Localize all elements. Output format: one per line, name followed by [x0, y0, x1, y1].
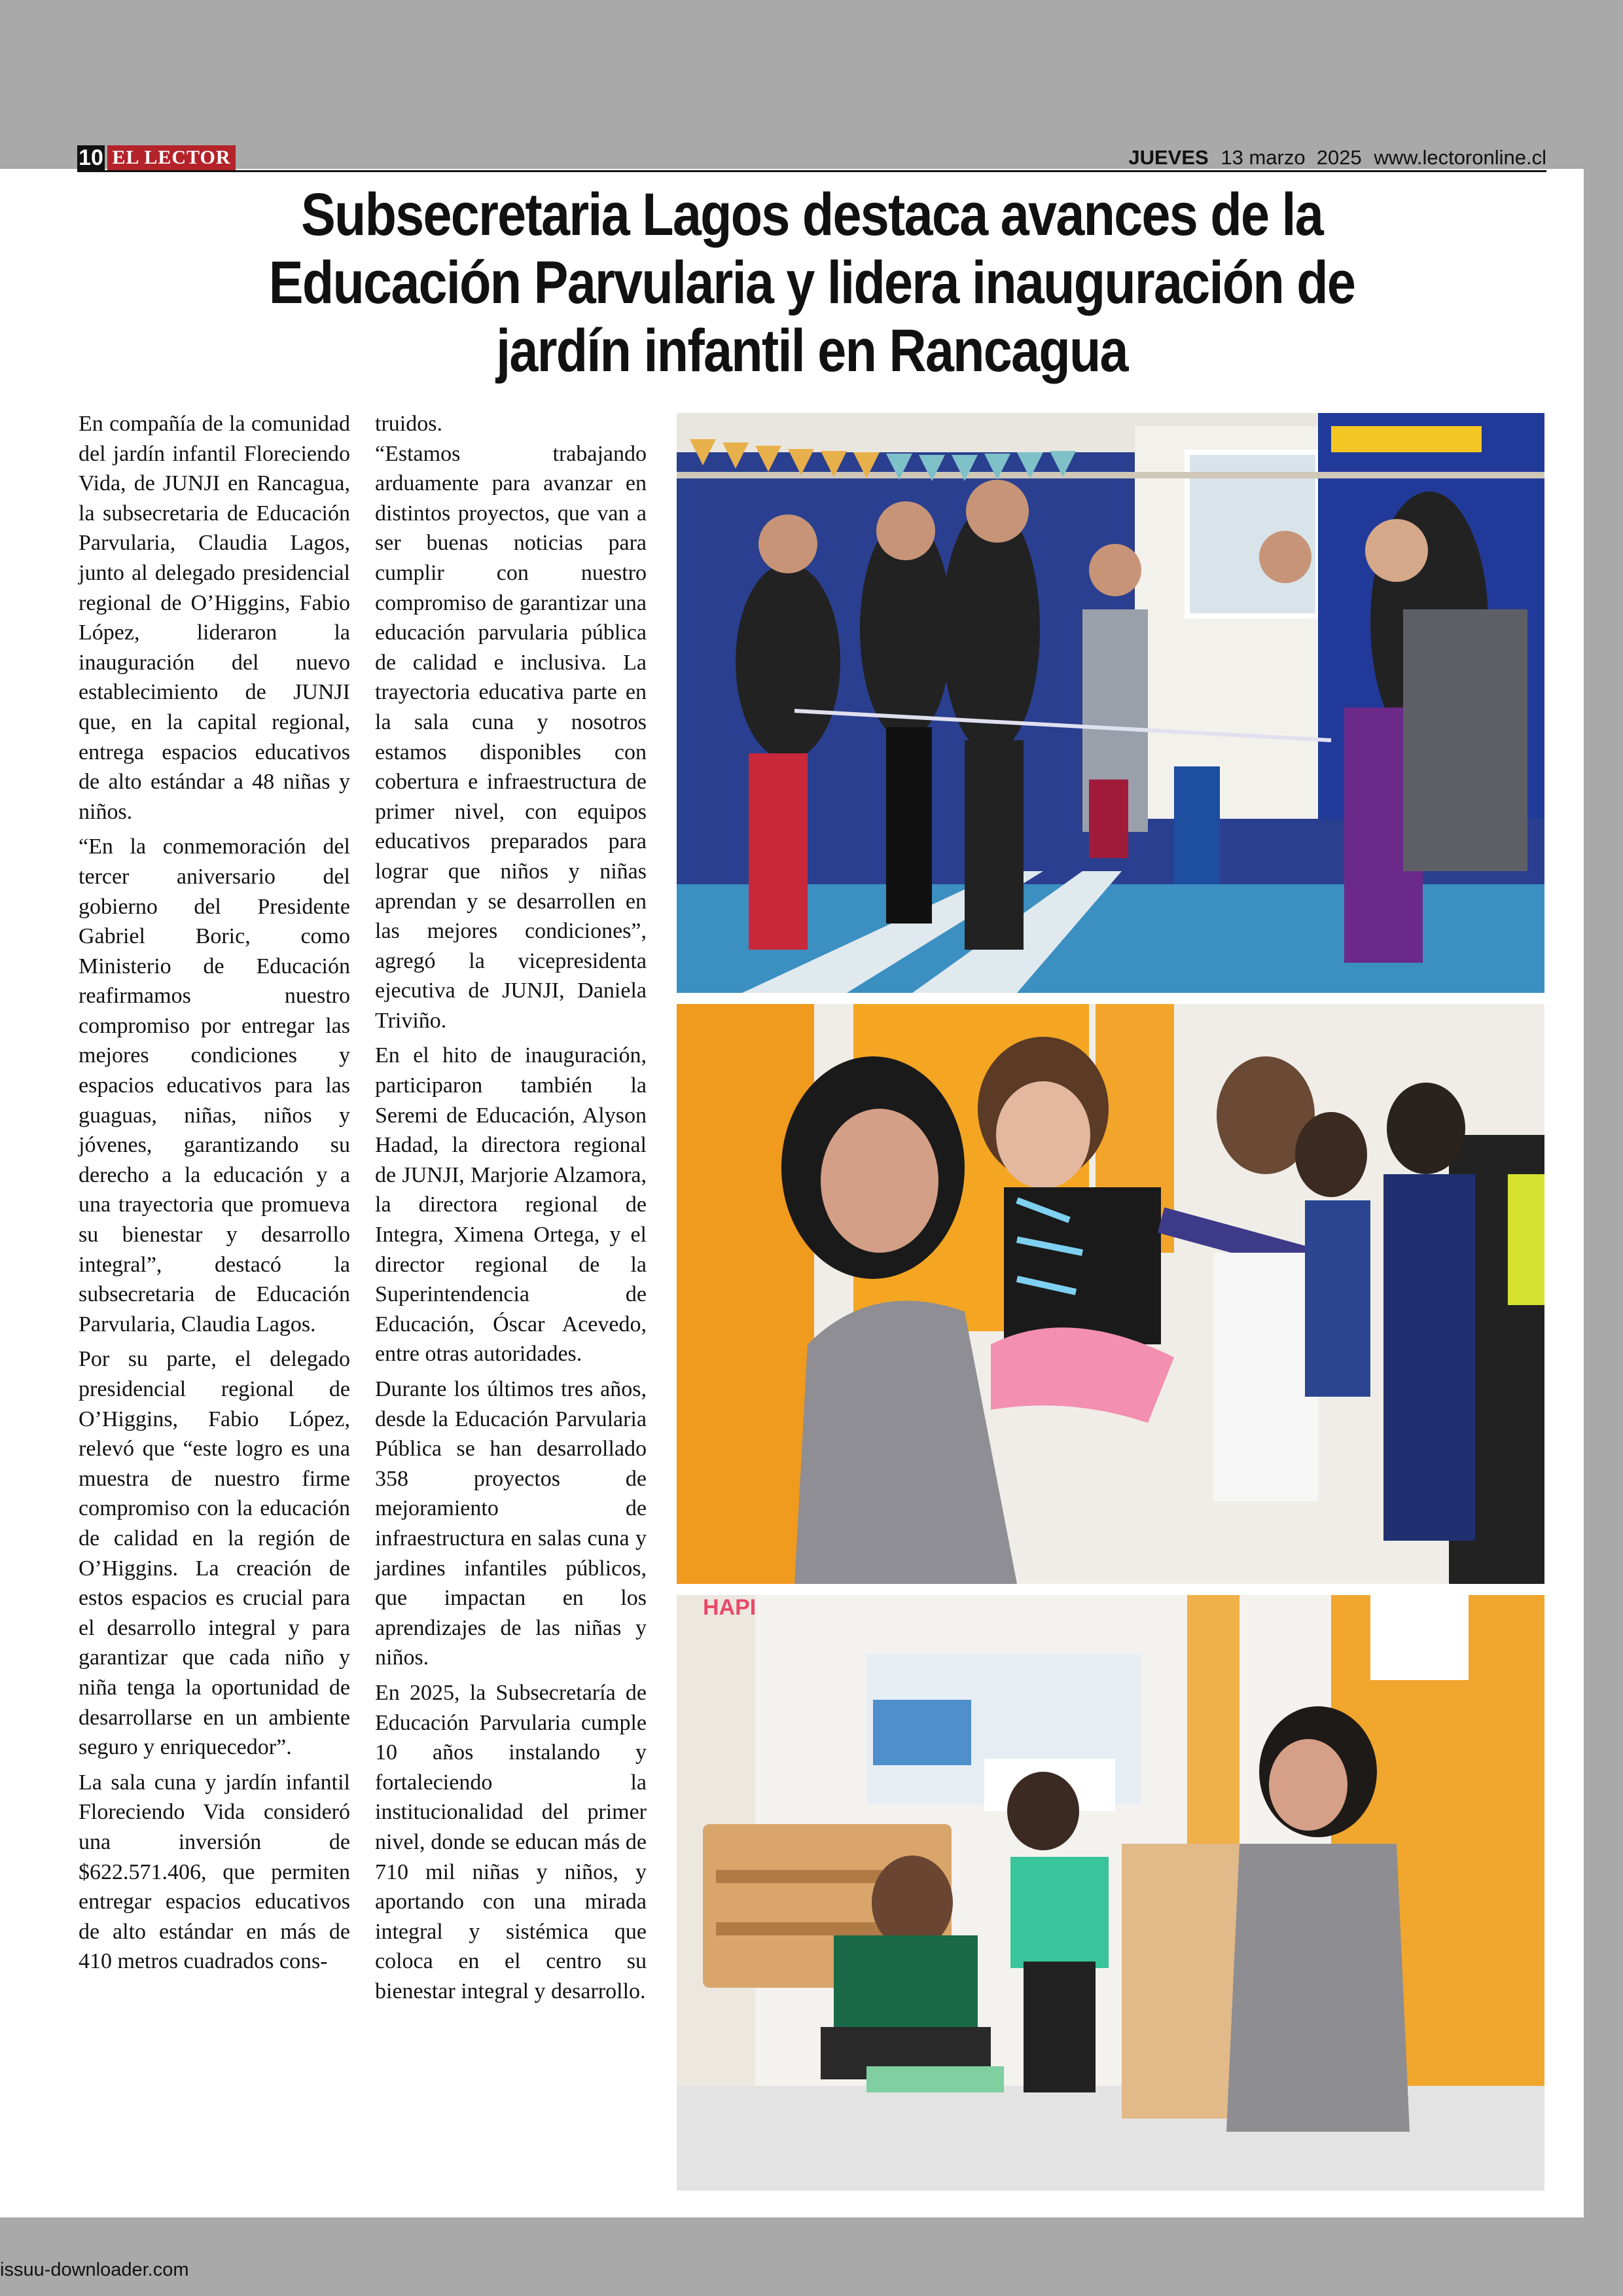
photo-woman-with-child: [677, 1004, 1544, 1584]
column2-paragraph-1: “Estamos trabajando arduamente para avanzar en distintos proyectos, que van a ser buenas noticias para cumplir con nuestro compromiso de garantizar una educación parvularia pública de calidad e inclusiva. La trayectoria educativa parte en la sala cuna y nosotros estamos disponibles con cobertura e infraestructura de primer nivel, con equipos educativos preparados para lograr que niños y niñas aprendan y se desarrollen en las mejores condiciones”, agregó la vicepresidenta ejecutiva de JUNJI, Daniela Triviño.: [375, 441, 647, 1033]
headline-line-1: Subsecretaria Lagos destaca avances de la: [300, 181, 1323, 248]
masthead-logo: EL LECTOR: [107, 145, 236, 170]
column1-paragraph-2: “En la conmemoración del tercer aniversario del gobierno del Presidente Gabriel Boric, como Ministerio de Educación reafirmamos nuestro compromiso por entregar las mejores condiciones y espacios educativos para las guaguas, niñas, niños y jóvenes, garantizando su derecho a la educación y a una trayectoria que promueva su bienestar y desarrollo integral”, destacó la subsecretaria de Educación Parvularia, Claudia Lagos.: [79, 834, 350, 1336]
article-column-2: [375, 409, 647, 2011]
column1-paragraph-4: La sala cuna y jardín infantil Floreciendo Vida consideró una inversión de $622.571.406, que permiten entregar espacios educativos de alto estándar en más de 410 metros cuadrados cons-: [79, 1770, 350, 1974]
column2-paragraph-2: En el hito de inauguración, participaron también la Seremi de Educación, Alyson Hadad, la directora regional de JUNJI, Marjorie Alzamora, la directora regional de Integra, Ximena Ortega, y el director regional de la Superintendencia de Educación, Óscar Acevedo, entre otras autoridades.: [375, 1043, 647, 1367]
dateline-date: 13 marzo 2025: [1221, 146, 1362, 169]
column1-paragraph-3: Por su parte, el delegado presidencial regional de O’Higgins, Fabio López, relevó que “este logro es una muestra de nuestro firme compromiso con la educación de calidad en la región de O’Higgins. La creación de estos espacios es crucial para el desarrollo integral y para garantizar que cada niño y niña tenga la oportunidad de desarrollarse en un ambiente seguro y enriquecedor”.: [79, 1347, 350, 1760]
headline-line-3: jardín infantil en Rancagua: [496, 317, 1128, 384]
dateline: [1122, 145, 1546, 170]
column2-paragraph-3: Durante los últimos tres años, desde la Educación Parvularia Pública se han desarrollado 358 proyectos de mejoramiento de infraestructura en salas cuna y jardines infantiles públicos, que impactan en los aprendizajes de las niñas y niños.: [375, 1377, 647, 1670]
photo-ribbon-cutting: [677, 413, 1544, 993]
dateline-day: JUEVES: [1128, 146, 1209, 169]
column2-paragraph-4: En 2025, la Subsecretaría de Educación Parvularia cumple 10 años instalando y fortaleciendo la institucionalidad del primer nivel, donde se educan más de 710 mil niñas y niños, y aportando con una mirada integral y sistémica que coloca en el centro su bienestar integral y desarrollo.: [375, 1680, 647, 2003]
watermark: issuu-downloader.com: [0, 2259, 189, 2280]
page-number: 10: [77, 145, 105, 170]
column1-paragraph-1: En compañía de la comunidad del jardín infantil Floreciendo Vida, de JUNJI en Rancagua, la subsecretaria de Educación Parvularia, Claudia Lagos, junto al delegado presidencial regional de O’Higgins, Fabio López, lideraron la inauguración del nuevo establecimiento de JUNJI que, en la capital regional, entrega espacios educativos de alto estándar a 48 niñas y niños.: [79, 412, 350, 824]
article-headline: [180, 181, 1444, 385]
classroom-sign: HAPI: [703, 1595, 757, 1620]
article-column-1: [79, 409, 350, 1982]
headline-line-2: Educación Parvularia y lidera inauguración de: [268, 249, 1355, 316]
page-header: [77, 143, 1546, 172]
photo-classroom: [677, 1595, 1544, 2191]
column2-paragraph-0: truidos.: [375, 412, 442, 436]
dateline-website: www.lectoronline.cl: [1374, 146, 1546, 169]
